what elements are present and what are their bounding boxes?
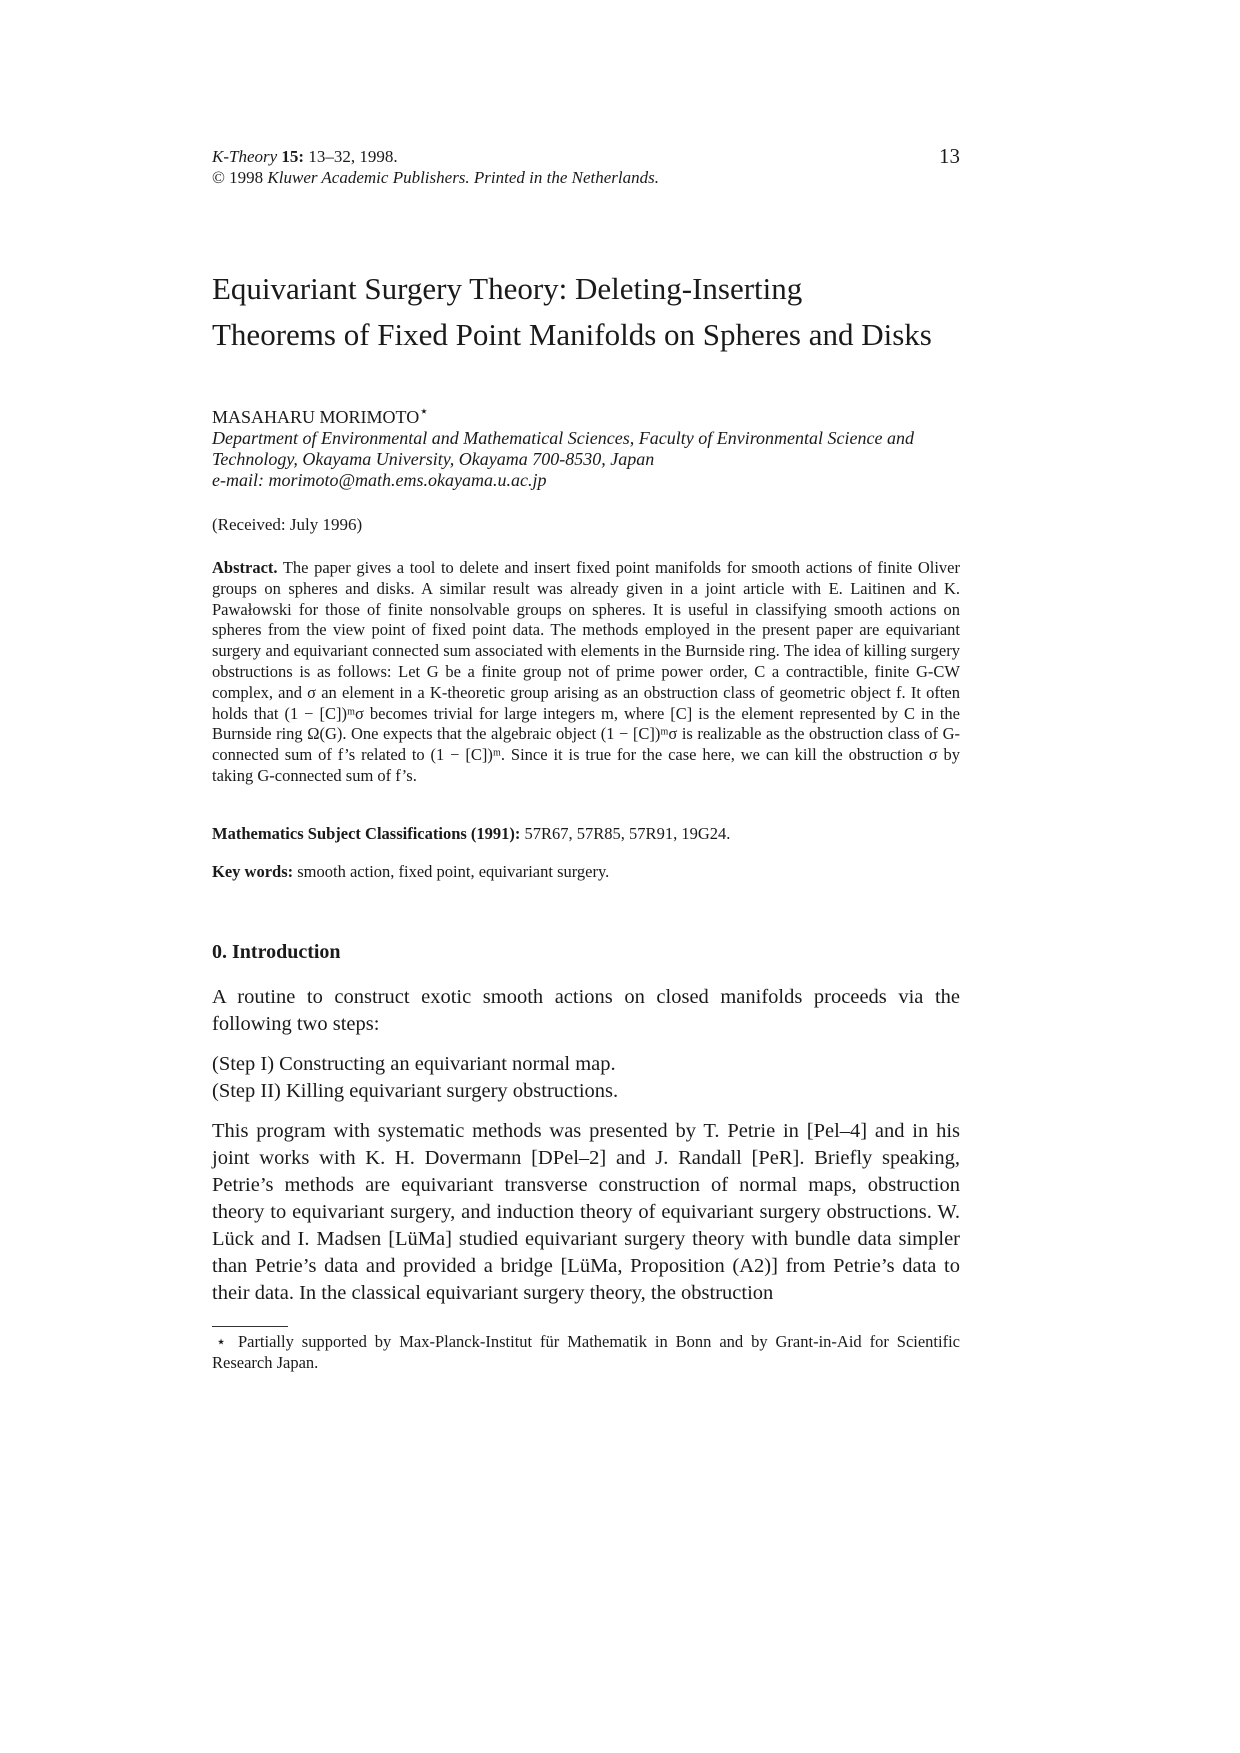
publisher-line: Kluwer Academic Publishers. Printed in the Netherlands. xyxy=(267,168,660,187)
journal-volume: 15: xyxy=(281,147,305,166)
footnote-marker: ⋆ xyxy=(215,1332,227,1351)
footnote-rule xyxy=(212,1326,288,1327)
keywords xyxy=(212,862,960,882)
section-title: Introduction xyxy=(232,941,341,963)
intro-paragraph-1: A routine to construct exotic smooth actions on closed manifolds proceeds via the following two steps: xyxy=(212,986,960,1035)
author-affiliation-line-2: Technology, Okayama University, Okayama 700-8530, Japan xyxy=(212,449,655,469)
title-line-1: Equivariant Surgery Theory: Deleting-Inserting xyxy=(212,271,803,306)
footnote-text: Partially supported by Max-Planck-Institut für Mathematik in Bonn and by Grant-in-Aid for Scientific Research Japan. xyxy=(212,1332,960,1372)
journal-name: K-Theory xyxy=(212,147,278,166)
abstract-text: The paper gives a tool to delete and insert fixed point manifolds for smooth actions of finite Oliver groups on spheres and disks. A similar result was already given in a joint article with E. Laitinen and K. Pawałowski for those of finite nonsolvable groups on spheres. It is useful in classifying smooth actions on spheres from the view point of fixed point data. The methods employed in the present paper are equivariant surgery and equivariant connected sum associated with elements in the Burnside ring. The idea of killing surgery obstructions is as follows: Let G be a finite group not of prime power order, C a contractible, finite G-CW complex, and σ an element in a K-theoretic group arising as an obstruction class of geometric object f. It often holds that (1 − [C])ᵐσ becomes trivial for large integers m, where [C] is the element represented by C in the Burnside ring Ω(G). One expects that the algebraic object (1 − [C])ᵐσ is realizable as the obstruction class of G-connected sum of f’s related to (1 − [C])ᵐ. Since it is true for the case here, we can kill the obstruction σ by taking G-connected sum of f’s. xyxy=(212,558,961,785)
keywords-value: smooth action, fixed point, equivariant surgery. xyxy=(297,862,610,881)
author-name: MASAHARU MORIMOTO xyxy=(212,407,420,427)
paper-title xyxy=(212,266,960,358)
section-heading xyxy=(212,941,960,964)
journal-header xyxy=(212,146,960,188)
copyright-prefix: © 1998 xyxy=(212,168,264,187)
step-2: (Step II) Killing equivariant surgery obstructions. xyxy=(212,1080,619,1102)
page-number: 13 xyxy=(939,144,960,168)
intro-paragraph-2: This program with systematic methods was presented by T. Petrie in [Pel–4] and in his joint works with K. H. Dovermann [DPel–2] and J. Randall [PeR]. Briefly speaking, Petrie’s methods are equivariant transverse construction of normal maps, obstruction theory to equivariant surgery, and induction theory of equivariant surgery obstructions. W. Lück and I. Madsen [LüMa] studied equivariant surgery theory with bundle data simpler than Petrie’s data and provided a bridge [LüMa, Proposition (A2)] from Petrie’s data to their data. In the classical equivariant surgery theory, the obstruction xyxy=(212,1120,960,1304)
msc-classification xyxy=(212,824,960,844)
author-footnote-marker: ⋆ xyxy=(419,404,429,420)
footnote xyxy=(212,1331,960,1373)
author-block xyxy=(212,402,960,491)
journal-pages-year: 13–32, 1998. xyxy=(308,147,398,166)
msc-label: Mathematics Subject Classifications (1991): xyxy=(212,824,521,843)
title-line-2: Theorems of Fixed Point Manifolds on Spheres and Disks xyxy=(212,317,932,352)
step-1: (Step I) Constructing an equivariant normal map. xyxy=(212,1053,616,1075)
abstract-label: Abstract. xyxy=(212,558,278,577)
author-email: e-mail: morimoto@math.ems.okayama.u.ac.jp xyxy=(212,470,547,490)
intro-steps xyxy=(212,1051,960,1105)
abstract xyxy=(212,558,960,787)
msc-value: 57R67, 57R85, 57R91, 19G24. xyxy=(524,824,731,843)
author-affiliation-line-1: Department of Environmental and Mathematical Sciences, Faculty of Environmental Science and xyxy=(212,428,914,448)
section-number: 0. xyxy=(212,941,227,963)
received-date: (Received: July 1996) xyxy=(212,515,363,534)
keywords-label: Key words: xyxy=(212,862,294,881)
